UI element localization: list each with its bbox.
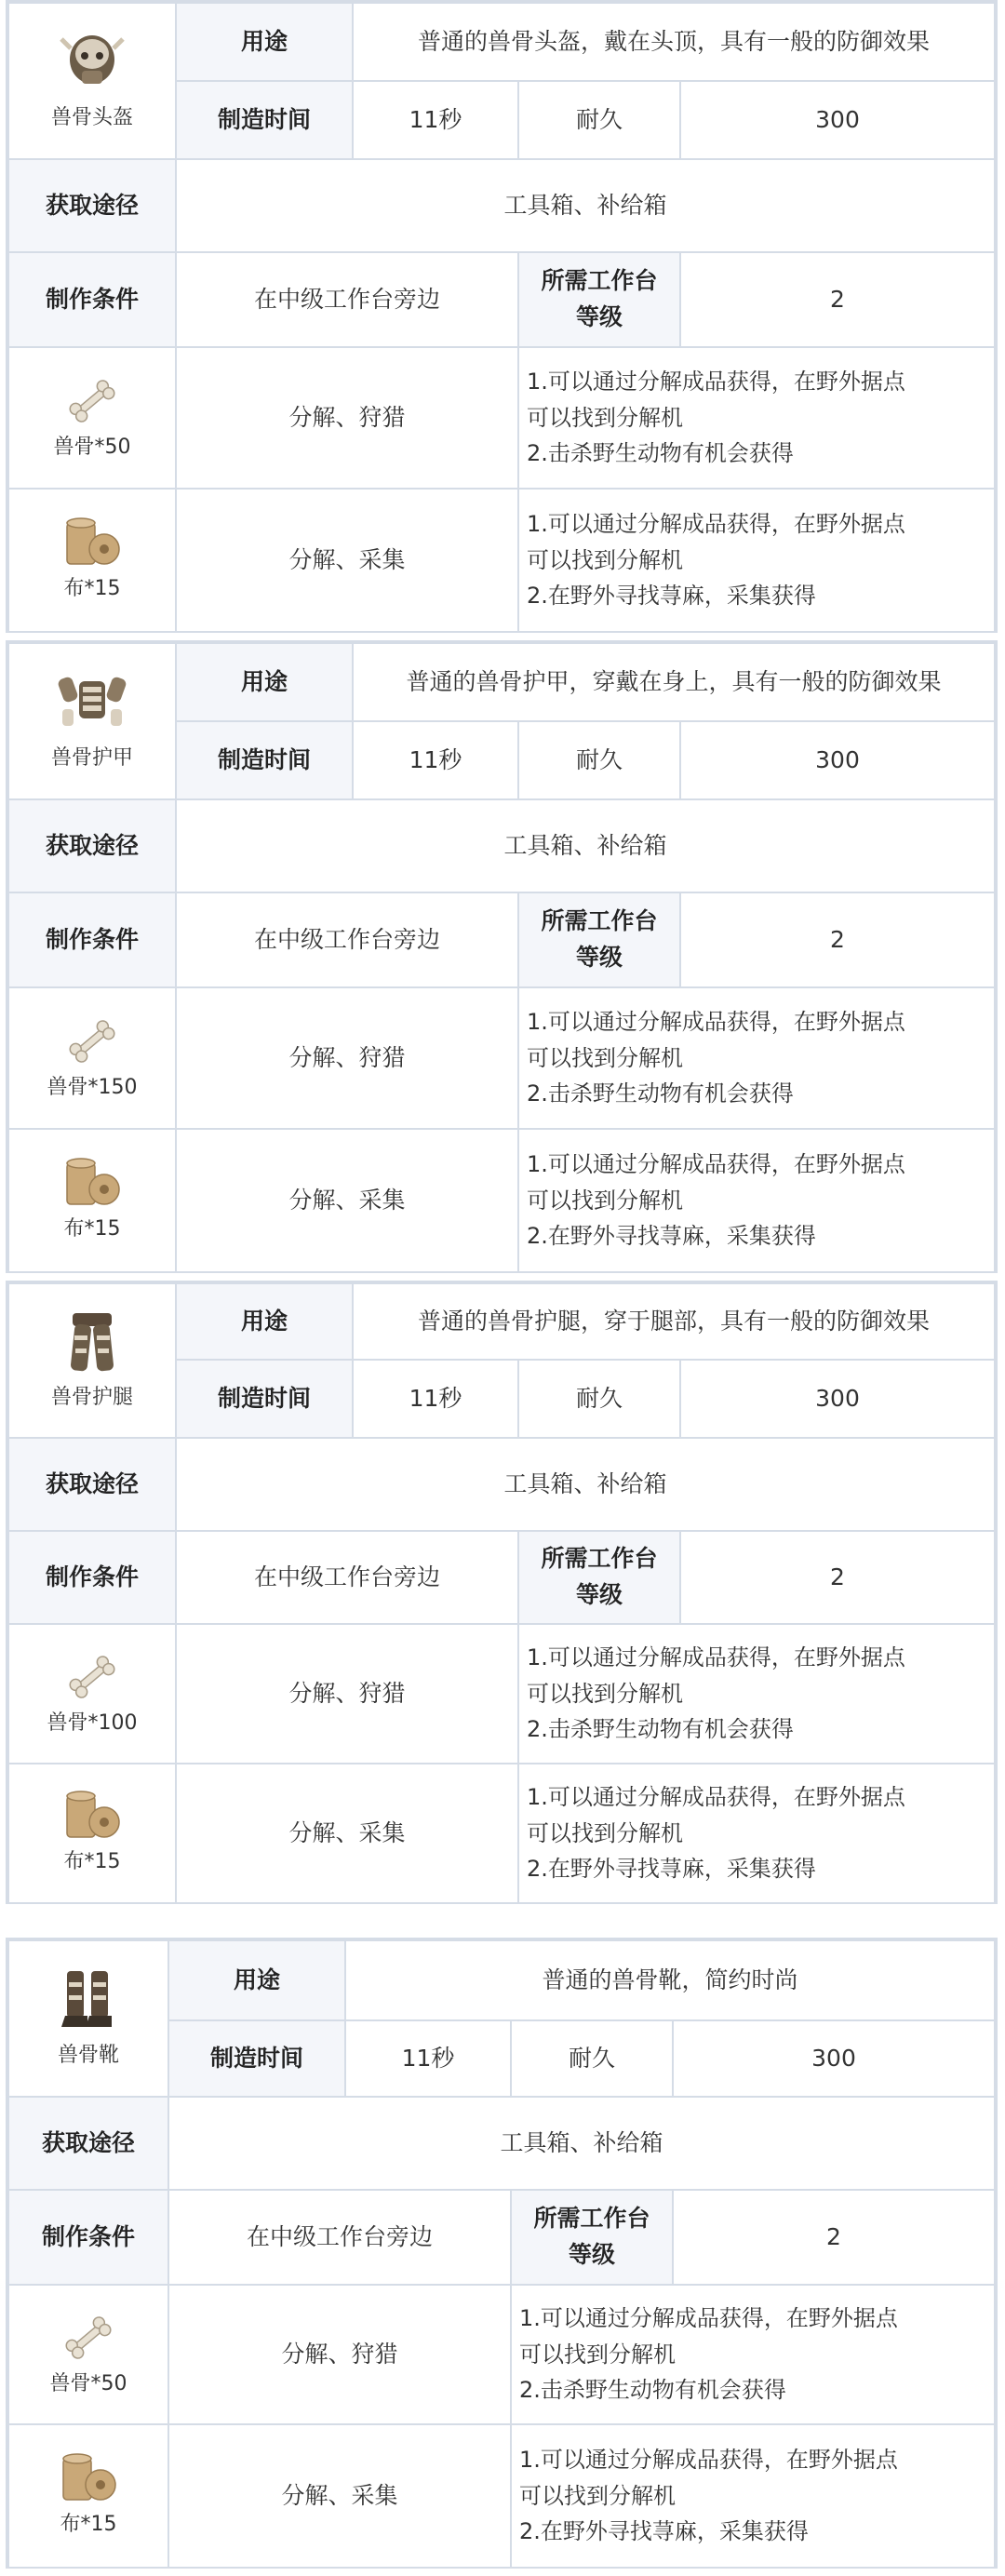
durability-label: 耐久 — [518, 721, 680, 799]
desc-line: 可以找到分解机 — [519, 2341, 676, 2368]
material-cell — [8, 2424, 168, 2568]
item-cell — [8, 643, 176, 799]
material-name: 布*15 — [60, 2512, 117, 2536]
item-name: 兽骨护腿 — [50, 1385, 133, 1409]
material-desc — [518, 347, 995, 489]
condition-label: 制作条件 — [8, 2190, 168, 2285]
craft-time-value: 11秒 — [345, 2020, 511, 2097]
material-cell — [8, 489, 176, 632]
durability-value: 300 — [673, 2020, 995, 2097]
craft-time-value: 11秒 — [353, 81, 518, 159]
usage-value: 普通的兽骨护甲，穿戴在身上，具有一般的防御效果 — [353, 643, 995, 721]
durability-value: 300 — [680, 81, 995, 159]
condition-label: 制作条件 — [8, 1531, 176, 1624]
desc-line: 可以找到分解机 — [527, 546, 683, 573]
usage-label: 用途 — [176, 643, 353, 721]
item-table — [7, 1282, 996, 1904]
usage-value: 普通的兽骨靴，简约时尚 — [345, 1940, 995, 2020]
condition-value: 在中级工作台旁边 — [168, 2190, 511, 2285]
bone-leggings-icon — [13, 1308, 171, 1376]
material-cell — [8, 347, 176, 489]
bone-icon — [13, 372, 171, 430]
material-desc — [518, 1764, 995, 1903]
usage-label: 用途 — [176, 1283, 353, 1360]
item-table — [7, 642, 996, 1273]
craft-time-value: 11秒 — [353, 1360, 518, 1438]
desc-line: 1.可以通过分解成品获得，在野外据点 — [519, 2447, 898, 2474]
cloth-icon — [13, 1789, 171, 1845]
material-method: 分解、采集 — [168, 2424, 511, 2568]
bone-icon — [13, 2309, 164, 2367]
material-cell — [8, 1624, 176, 1764]
item-cell — [8, 1940, 168, 2097]
desc-line: 2.击杀野生动物有机会获得 — [519, 2377, 786, 2404]
item-card-bone-leggings — [6, 1281, 998, 1904]
desc-line: 可以找到分解机 — [527, 1680, 683, 1707]
cloth-icon — [13, 2451, 164, 2507]
source-value: 工具箱、补给箱 — [176, 1438, 995, 1531]
desc-line: 1.可以通过分解成品获得，在野外据点 — [527, 1151, 905, 1178]
source-label: 获取途径 — [8, 1438, 176, 1531]
material-method: 分解、采集 — [176, 1764, 518, 1903]
bench-level-label-line2: 等级 — [575, 1581, 623, 1608]
craft-time-label: 制造时间 — [168, 2020, 345, 2097]
material-cell — [8, 1764, 176, 1903]
desc-line: 可以找到分解机 — [527, 1819, 683, 1846]
bone-icon — [13, 1013, 171, 1070]
material-desc — [518, 489, 995, 632]
condition-label: 制作条件 — [8, 252, 176, 347]
cloth-icon — [13, 516, 171, 571]
craft-time-label: 制造时间 — [176, 721, 353, 799]
desc-line: 2.击杀野生动物有机会获得 — [527, 440, 794, 467]
durability-label: 耐久 — [518, 81, 680, 159]
bench-level-label — [518, 1531, 680, 1624]
item-card-bone-boots — [6, 1938, 998, 2569]
condition-value: 在中级工作台旁边 — [176, 252, 518, 347]
desc-line: 可以找到分解机 — [519, 2482, 676, 2509]
material-desc — [518, 987, 995, 1129]
material-method: 分解、狩猎 — [168, 2285, 511, 2424]
bench-level-value: 2 — [680, 892, 995, 987]
item-name: 兽骨靴 — [57, 2043, 119, 2067]
item-name: 兽骨护甲 — [50, 745, 133, 770]
desc-line: 2.击杀野生动物有机会获得 — [527, 1080, 794, 1107]
desc-line: 可以找到分解机 — [527, 1187, 683, 1214]
material-method: 分解、狩猎 — [176, 1624, 518, 1764]
item-table — [7, 2, 996, 633]
condition-label: 制作条件 — [8, 892, 176, 987]
bench-level-label-line1: 所需工作台 — [541, 267, 658, 295]
desc-line: 可以找到分解机 — [527, 404, 683, 431]
source-value: 工具箱、补给箱 — [176, 159, 995, 252]
bench-level-label-line2: 等级 — [575, 303, 623, 330]
bone-armor-icon — [13, 668, 171, 737]
material-desc — [511, 2424, 995, 2568]
desc-line: 2.在野外寻找荨麻，采集获得 — [527, 1856, 816, 1883]
material-method: 分解、采集 — [176, 489, 518, 632]
material-method: 分解、采集 — [176, 1129, 518, 1272]
desc-line: 2.在野外寻找荨麻，采集获得 — [527, 583, 816, 610]
material-desc — [518, 1129, 995, 1272]
material-name: 兽骨*50 — [53, 435, 131, 459]
desc-line: 1.可以通过分解成品获得，在野外据点 — [519, 2305, 898, 2332]
desc-line: 2.在野外寻找荨麻，采集获得 — [527, 1223, 816, 1250]
bench-level-label-line1: 所需工作台 — [541, 907, 658, 935]
bench-level-label — [518, 892, 680, 987]
material-desc — [511, 2285, 995, 2424]
bone-helmet-icon — [13, 28, 171, 97]
craft-time-label: 制造时间 — [176, 81, 353, 159]
bench-level-label-line2: 等级 — [568, 2241, 615, 2268]
bench-level-label — [518, 252, 680, 347]
bone-icon — [13, 1648, 171, 1706]
item-card-bone-helmet — [6, 0, 998, 633]
usage-value: 普通的兽骨护腿，穿于腿部，具有一般的防御效果 — [353, 1283, 995, 1360]
material-name: 布*15 — [63, 1216, 121, 1241]
desc-line: 1.可以通过分解成品获得，在野外据点 — [527, 511, 905, 538]
material-name: 兽骨*50 — [49, 2371, 127, 2395]
craft-time-label: 制造时间 — [176, 1360, 353, 1438]
durability-label: 耐久 — [511, 2020, 673, 2097]
material-name: 兽骨*150 — [47, 1075, 138, 1099]
source-value: 工具箱、补给箱 — [168, 2097, 995, 2190]
desc-line: 2.击杀野生动物有机会获得 — [527, 1716, 794, 1743]
material-name: 布*15 — [63, 1849, 121, 1873]
material-cell — [8, 1129, 176, 1272]
bench-level-label — [511, 2190, 673, 2285]
desc-line: 2.在野外寻找荨麻，采集获得 — [519, 2518, 809, 2545]
usage-label: 用途 — [176, 3, 353, 81]
desc-line: 1.可以通过分解成品获得，在野外据点 — [527, 1784, 905, 1811]
usage-value: 普通的兽骨头盔，戴在头顶，具有一般的防御效果 — [353, 3, 995, 81]
material-name: 布*15 — [63, 576, 121, 600]
bench-level-label-line1: 所需工作台 — [533, 2205, 650, 2233]
desc-line: 1.可以通过分解成品获得，在野外据点 — [527, 1009, 905, 1036]
durability-value: 300 — [680, 721, 995, 799]
desc-line: 1.可以通过分解成品获得，在野外据点 — [527, 1644, 905, 1671]
bench-level-label-line2: 等级 — [575, 944, 623, 971]
bench-level-label-line1: 所需工作台 — [541, 1545, 658, 1573]
item-table — [7, 1939, 996, 2569]
condition-value: 在中级工作台旁边 — [176, 892, 518, 987]
material-desc — [518, 1624, 995, 1764]
material-name: 兽骨*100 — [47, 1711, 138, 1735]
bone-boots-icon — [13, 1966, 164, 2034]
desc-line: 可以找到分解机 — [527, 1044, 683, 1071]
desc-line: 1.可以通过分解成品获得，在野外据点 — [527, 369, 905, 396]
cloth-icon — [13, 1156, 171, 1212]
material-method: 分解、狩猎 — [176, 347, 518, 489]
bench-level-value: 2 — [673, 2190, 995, 2285]
material-method: 分解、狩猎 — [176, 987, 518, 1129]
source-label: 获取途径 — [8, 159, 176, 252]
source-label: 获取途径 — [8, 2097, 168, 2190]
item-name: 兽骨头盔 — [50, 105, 133, 129]
bench-level-value: 2 — [680, 1531, 995, 1624]
material-cell — [8, 987, 176, 1129]
item-cell — [8, 1283, 176, 1438]
material-cell — [8, 2285, 168, 2424]
usage-label: 用途 — [168, 1940, 345, 2020]
durability-value: 300 — [680, 1360, 995, 1438]
condition-value: 在中级工作台旁边 — [176, 1531, 518, 1624]
bench-level-value: 2 — [680, 252, 995, 347]
item-card-bone-armor — [6, 640, 998, 1273]
source-label: 获取途径 — [8, 799, 176, 892]
craft-time-value: 11秒 — [353, 721, 518, 799]
item-cell — [8, 3, 176, 159]
source-value: 工具箱、补给箱 — [176, 799, 995, 892]
durability-label: 耐久 — [518, 1360, 680, 1438]
